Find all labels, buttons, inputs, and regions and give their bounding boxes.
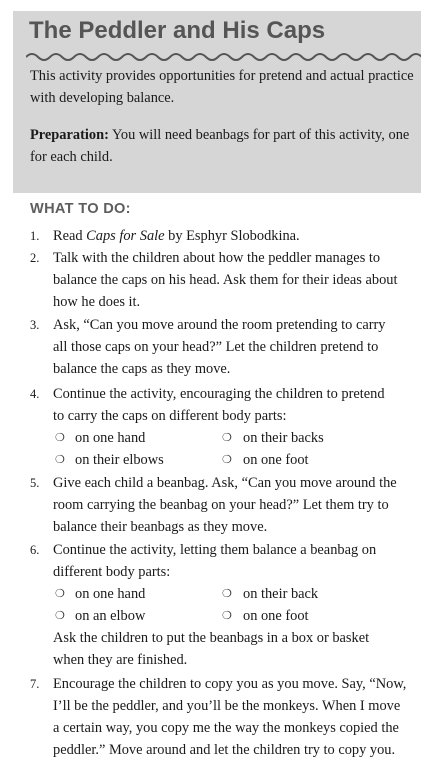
step-line: to carry the caps on different body parts:	[53, 408, 287, 424]
page-title: The Peddler and His Caps	[29, 17, 326, 44]
what-to-do-heading: WHAT TO DO:	[30, 201, 131, 217]
option-bullet-icon: ❍	[222, 610, 232, 622]
activity-header-panel	[13, 11, 421, 193]
option-bullet-icon: ❍	[222, 588, 232, 600]
step-text: Read	[53, 228, 87, 244]
decorative-wave-divider	[26, 51, 421, 63]
option-item: on their back	[243, 586, 319, 602]
option-item: on one foot	[243, 452, 309, 468]
step-number: 7.	[30, 677, 40, 691]
step-line: how he does it.	[53, 294, 141, 310]
step-text: by Esphyr Slobodkina.	[164, 228, 300, 244]
step-line: Encourage the children to copy you as you move. Say, “Now,	[53, 676, 407, 692]
option-bullet-icon: ❍	[55, 454, 65, 466]
preparation-label: Preparation:	[30, 127, 109, 143]
option-item: on one hand	[75, 586, 146, 602]
step-line: Ask, “Can you move around the room pretending to carry	[53, 317, 386, 333]
step-line: Continue the activity, encouraging the children to pretend	[53, 386, 385, 402]
step-line: all those caps on your head?” Let the children pretend to	[53, 339, 379, 355]
step-line: different body parts:	[53, 564, 171, 580]
preparation-text: You will need beanbags for part of this activity, one for each child.	[30, 127, 410, 165]
step-number: 5.	[30, 476, 40, 490]
option-bullet-icon: ❍	[55, 588, 65, 600]
option-item: on an elbow	[75, 608, 146, 624]
step-line: room carrying the beanbag on your head?” Let them try to	[53, 497, 389, 513]
step-line	[53, 225, 300, 247]
step-line: peddler.” Move around and let the children try to copy you.	[53, 742, 396, 758]
option-bullet-icon: ❍	[222, 432, 232, 444]
step-number: 6.	[30, 543, 40, 557]
intro-paragraph: This activity provides opportunities for pretend and actual practice with developing balance.	[30, 68, 414, 106]
preparation-paragraph	[30, 124, 415, 168]
step-line: a certain way, you copy me the way the monkeys copied the	[53, 720, 399, 736]
option-bullet-icon: ❍	[55, 610, 65, 622]
step-line: Continue the activity, letting them balance a beanbag on	[53, 542, 377, 558]
step-number: 1.	[30, 229, 40, 243]
step-number: 2.	[30, 251, 40, 265]
step-number: 3.	[30, 318, 40, 332]
option-item: on their elbows	[75, 452, 164, 468]
option-item: on one foot	[243, 608, 309, 624]
step-number: 4.	[30, 387, 40, 401]
option-item: on one hand	[75, 430, 146, 446]
option-bullet-icon: ❍	[222, 454, 232, 466]
option-bullet-icon: ❍	[55, 432, 65, 444]
option-item: on their backs	[243, 430, 324, 446]
book-title: Caps for Sale	[86, 228, 165, 244]
step-line: when they are finished.	[53, 652, 188, 668]
step-line: balance the caps as they move.	[53, 361, 231, 377]
step-line: I’ll be the peddler, and you’ll be the monkeys. When I move	[53, 698, 401, 714]
step-line: Ask the children to put the beanbags in a box or basket	[53, 630, 370, 646]
step-line: Talk with the children about how the peddler manages to	[53, 250, 381, 266]
step-line: balance the caps on his head. Ask them for their ideas about	[53, 272, 398, 288]
step-line: balance their beanbags as they move.	[53, 519, 268, 535]
step-line: Give each child a beanbag. Ask, “Can you move around the	[53, 475, 397, 491]
